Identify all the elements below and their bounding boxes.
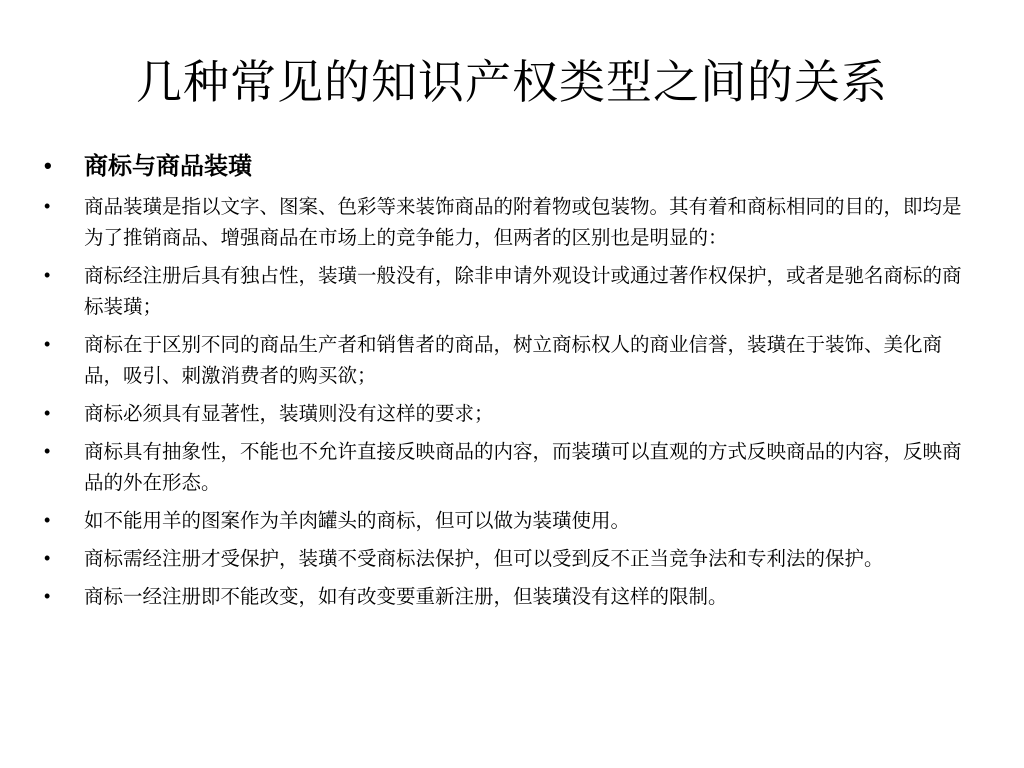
bullet-icon: •: [44, 441, 51, 461]
bullet-icon: •: [44, 586, 51, 606]
bullet-heading: [40, 145, 980, 187]
bullet-item-text: 商标必须具有显著性，装璜则没有这样的要求；: [84, 402, 494, 425]
bullet-item-text: 商标具有抽象性，不能也不允许直接反映商品的内容，而装璜可以直观的方式反映商品的内容，反映商品的外在形态。: [84, 440, 962, 494]
bullet-item: [40, 581, 980, 612]
bullet-icon: •: [44, 510, 51, 530]
bullet-icon: •: [44, 334, 51, 354]
bullet-item-text: 商标经注册后具有独占性，装璜一般没有，除非申请外观设计或通过著作权保护，或者是驰名商标的商标装璜；: [84, 264, 962, 318]
bullet-item-text: 如不能用羊的图案作为羊肉罐头的商标，但可以做为装璜使用。: [84, 509, 631, 532]
bullet-item: [40, 260, 980, 322]
bullet-item: [40, 505, 980, 536]
bullet-icon: •: [44, 403, 51, 423]
bullet-item: [40, 329, 980, 391]
bullet-item: [40, 543, 980, 574]
bullet-item: [40, 398, 980, 429]
bullet-item: [40, 436, 980, 498]
bullet-icon: •: [44, 548, 51, 568]
bullet-icon: •: [44, 265, 51, 285]
bullet-item: [40, 191, 980, 253]
bullet-icon: •: [44, 153, 52, 178]
bullet-item-text: 商品装璜是指以文字、图案、色彩等来装饰商品的附着物或包装物。其有着和商标相同的目的，即均是为了推销商品、增强商品在市场上的竞争能力，但两者的区别也是明显的：: [84, 195, 962, 249]
bullet-heading-text: 商标与商品装璜: [84, 151, 252, 180]
bullet-item-text: 商标需经注册才受保护，装璜不受商标法保护，但可以受到反不正当竞争法和专利法的保护。: [84, 547, 884, 570]
bullet-item-text: 商标一经注册即不能改变，如有改变要重新注册，但装璜没有这样的限制。: [84, 585, 728, 608]
bullet-icon: •: [44, 196, 51, 216]
bullet-list: [40, 145, 980, 619]
slide-title: 几种常见的知识产权类型之间的关系: [136, 55, 888, 109]
bullet-item-text: 商标在于区别不同的商品生产者和销售者的商品，树立商标权人的商业信誉，装璜在于装饰、美化商品，吸引、刺激消费者的购买欲；: [84, 333, 943, 387]
